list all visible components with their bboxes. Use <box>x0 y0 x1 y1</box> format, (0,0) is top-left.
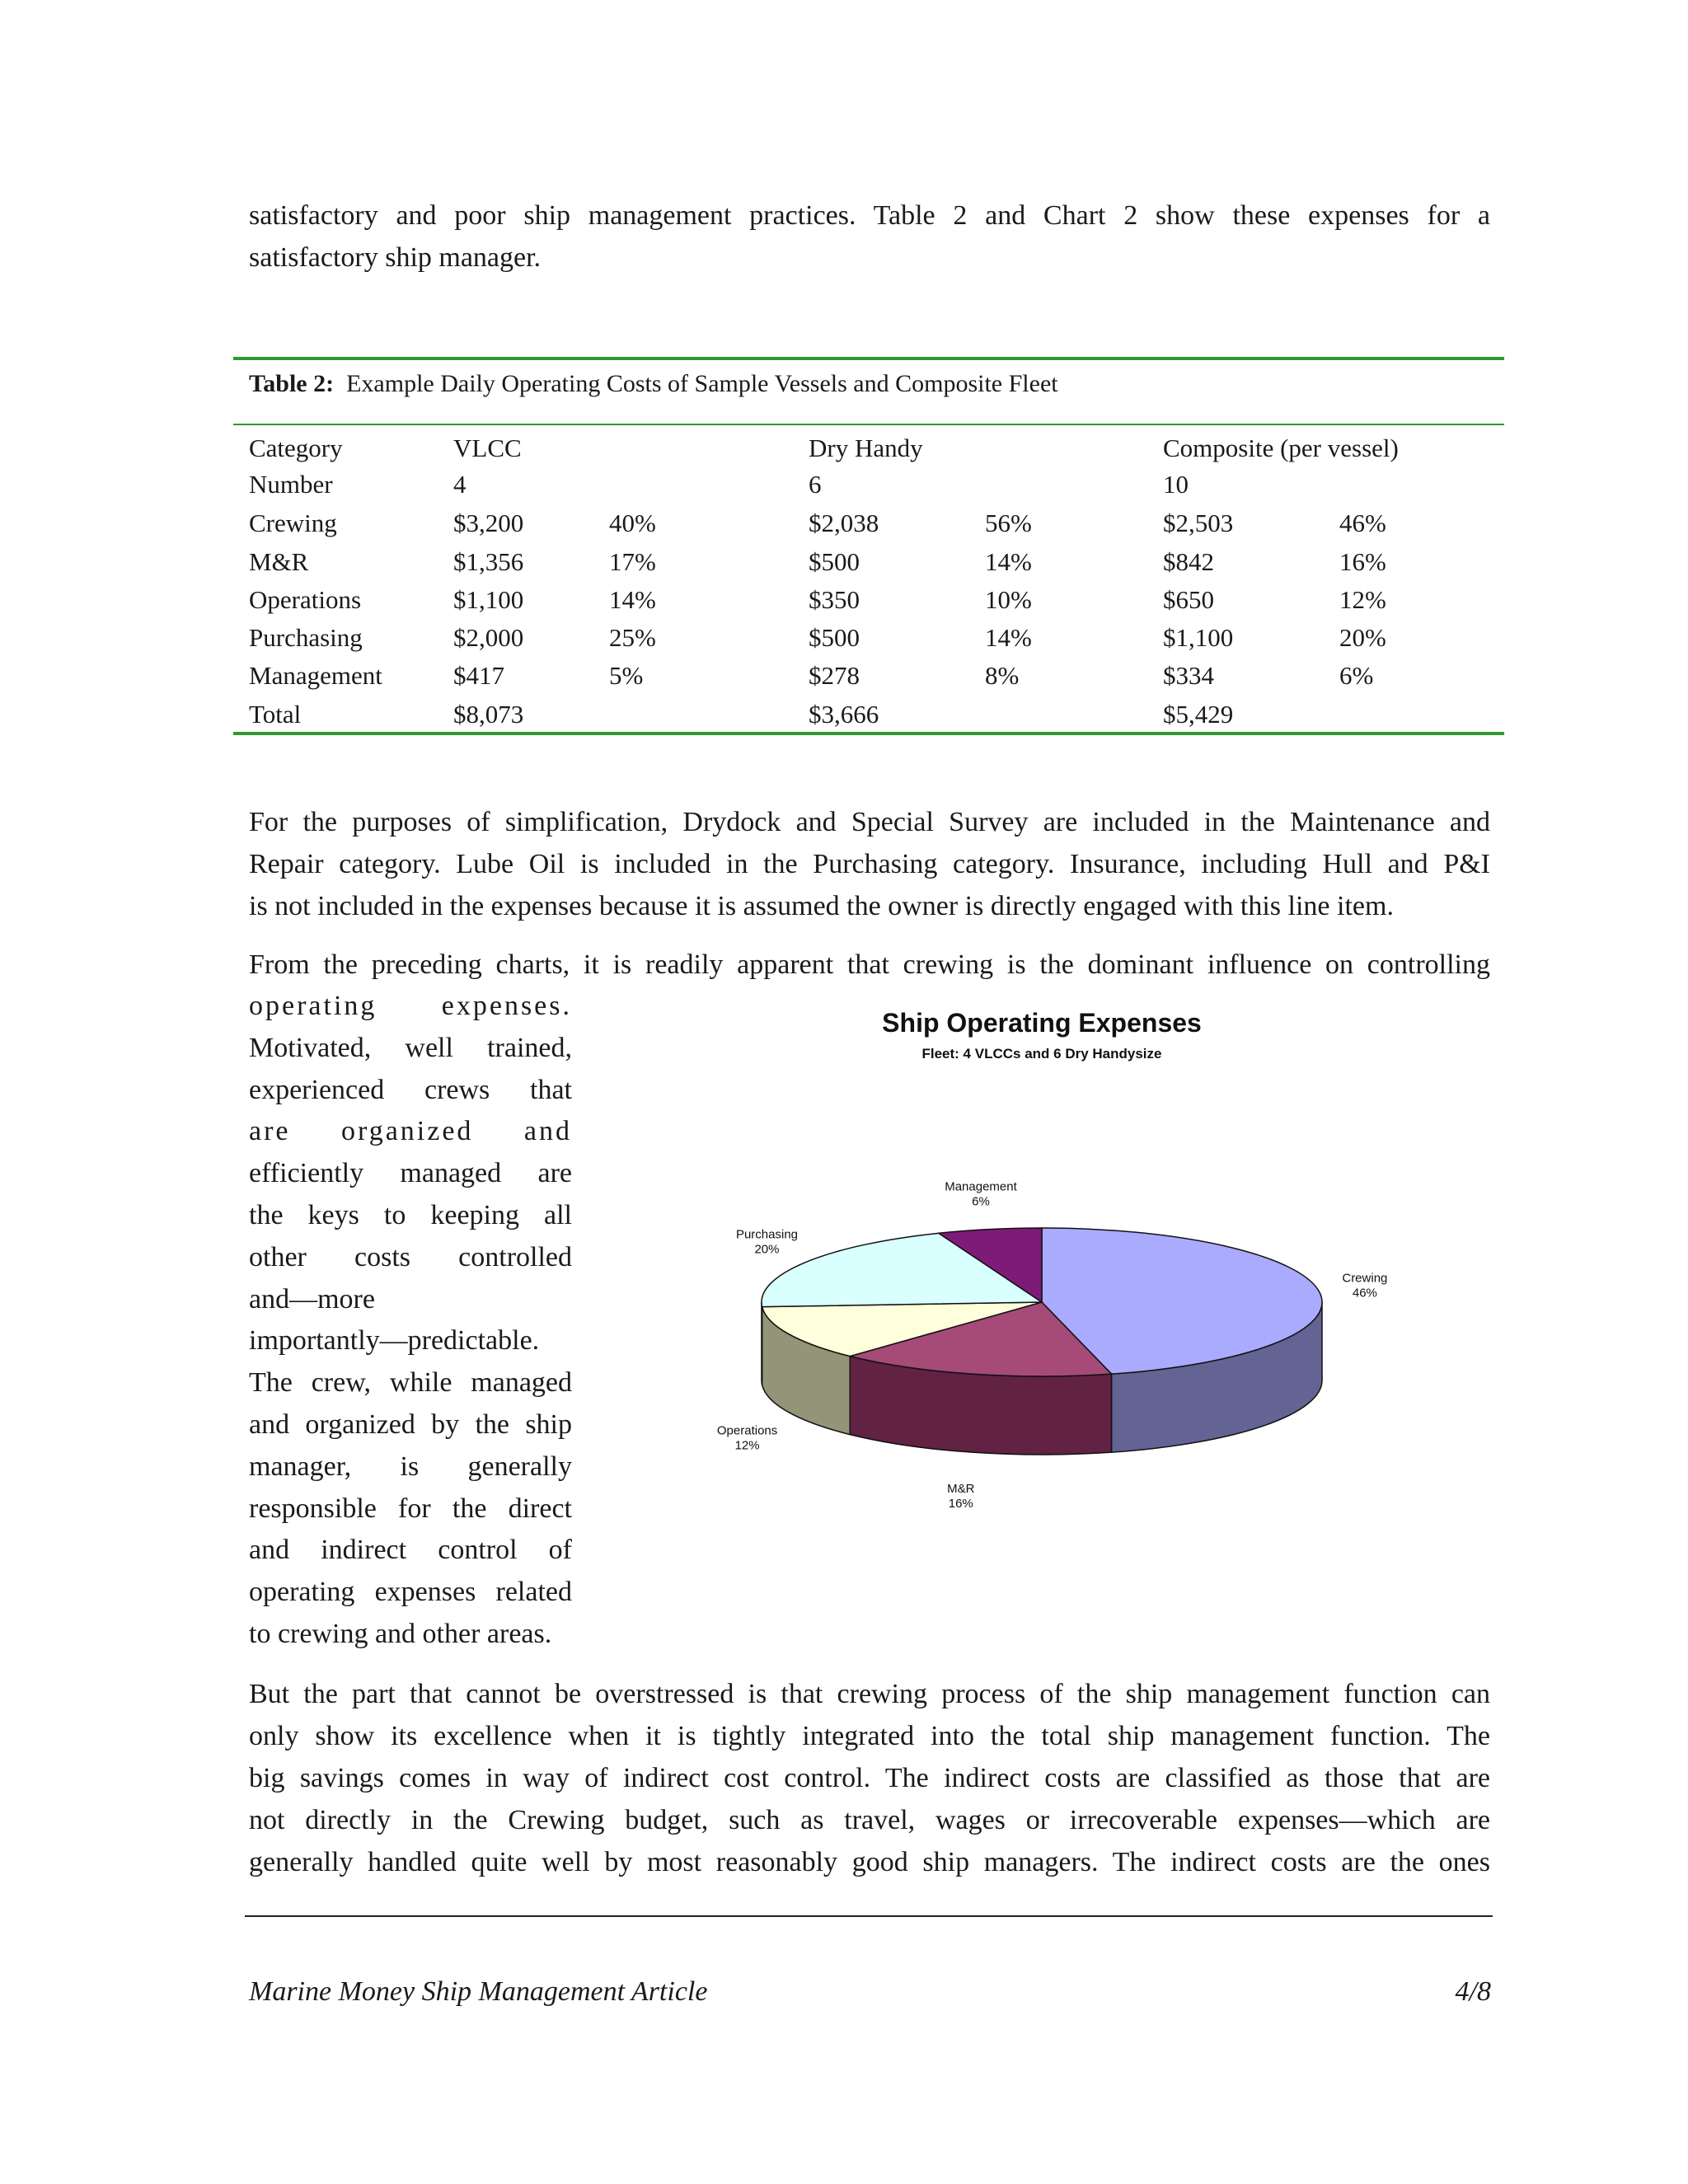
header-cell: Composite (per vessel) <box>1163 434 1399 462</box>
table-cell: M&R <box>249 547 309 576</box>
text-line: the keys to keeping all <box>249 1199 572 1230</box>
table-cell: 14% <box>609 585 656 614</box>
text-line: are organized and <box>249 1116 572 1147</box>
ship-operating-expenses-chart <box>659 989 1451 1516</box>
text-line: Repair category. Lube Oil is included in the Purchasing category. Insurance, including Hull and P&I <box>249 849 1490 879</box>
table-cell: $1,100 <box>453 585 524 614</box>
intro-paragraph <box>249 194 1490 279</box>
text-line: The crew, while managed <box>249 1367 572 1399</box>
text-line: to crewing and other areas. <box>249 1618 552 1649</box>
text-line: But the part that cannot be overstressed is that crewing process of the ship management function can <box>249 1679 1490 1709</box>
table-row <box>249 585 1502 623</box>
pie-label-operations: Operations <box>716 1423 778 1438</box>
pie-value-crewing: 46% <box>1352 1286 1377 1301</box>
table-cell: 5% <box>609 661 644 690</box>
text-line: Motivated, well trained, <box>249 1032 572 1063</box>
text-line: not directly in the Crewing budget, such as travel, wages or irrecoverable expenses—which are <box>249 1805 1490 1835</box>
table-row <box>249 509 1502 546</box>
table-cell: $1,100 <box>1163 623 1234 652</box>
table-cell: 16% <box>1339 547 1386 576</box>
table-bottom-rule <box>233 732 1504 735</box>
pie-value-purchasing: 20% <box>754 1242 780 1257</box>
text-line: is not included in the expenses because it is assumed the owner is directly engaged with this line item. <box>249 891 1394 921</box>
text-line: only show its excellence when it is tightly integrated into the total ship management function. The <box>249 1721 1490 1751</box>
table-cell: $2,038 <box>809 509 879 537</box>
table-cell: $3,666 <box>809 700 879 729</box>
table-cell: 14% <box>985 547 1032 576</box>
table-cell: 4 <box>453 470 467 499</box>
text-line: manager, is generally <box>249 1451 572 1482</box>
table-cell: $334 <box>1163 661 1214 690</box>
chart-title: Ship Operating Expenses <box>882 1008 1202 1038</box>
table-row <box>249 623 1502 661</box>
table-top-rule <box>233 357 1504 360</box>
table-cell: Crewing <box>249 509 337 537</box>
table-cell: $417 <box>453 661 504 690</box>
table-cell: Operations <box>249 585 362 614</box>
table-row <box>249 470 1502 508</box>
text-line: experienced crews that <box>249 1074 572 1105</box>
table-cell: 6% <box>1339 661 1374 690</box>
pie-value-m-r: 16% <box>948 1496 973 1511</box>
table-header-row <box>249 434 1502 471</box>
table-caption-text: Example Daily Operating Costs of Sample Vessels and Composite Fleet <box>346 370 1058 397</box>
pie-value-management: 6% <box>972 1194 990 1209</box>
footer-rule <box>245 1915 1493 1917</box>
text-line: satisfactory ship manager. <box>249 242 542 273</box>
text-line: and—more <box>249 1283 375 1315</box>
text-line: For the purposes of simplification, Drydock and Special Survey are included in the Maintenance and <box>249 807 1490 837</box>
text-line: big savings comes in way of indirect cost control. The indirect costs are classified as those that are <box>249 1763 1490 1793</box>
table-cell: $650 <box>1163 585 1214 614</box>
table-cell: $842 <box>1163 547 1214 576</box>
text-line: generally handled quite well by most reasonably good ship managers. The indirect costs are the ones <box>249 1847 1490 1877</box>
table-row <box>249 547 1502 585</box>
table-cell: 17% <box>609 547 656 576</box>
table-cell: $2,503 <box>1163 509 1234 537</box>
table-cell: $350 <box>809 585 860 614</box>
text-line: other costs controlled <box>249 1241 572 1272</box>
integration-paragraph <box>249 1673 1490 1883</box>
table-cell: 40% <box>609 509 656 537</box>
table-cell: $500 <box>809 547 860 576</box>
crewing-paragraph-first-line <box>249 944 1490 986</box>
text-line: and organized by the ship <box>249 1408 572 1440</box>
pie-chart-svg <box>659 989 1451 1516</box>
table-cell: 25% <box>609 623 656 652</box>
header-cell: VLCC <box>453 434 522 462</box>
text-line: operating expenses related <box>249 1577 572 1608</box>
table-cell: $2,000 <box>453 623 524 652</box>
table-cell: $8,073 <box>453 700 524 729</box>
text-line: efficiently managed are <box>249 1158 572 1189</box>
pie-label-purchasing: Purchasing <box>735 1227 799 1242</box>
simplification-paragraph <box>249 801 1490 927</box>
table-cell: 10 <box>1163 470 1189 499</box>
header-cell: Category <box>249 434 343 462</box>
footer-page-number: 4/8 <box>1455 1976 1491 2007</box>
table-cell: $278 <box>809 661 860 690</box>
table-caption <box>249 368 1058 401</box>
pie-label-m-r: M&R <box>947 1481 975 1496</box>
table-header-rule <box>233 424 1504 425</box>
pie-tops <box>762 1228 1322 1376</box>
footer-title: Marine Money Ship Management Article <box>249 1976 708 2007</box>
chart-subtitle: Fleet: 4 VLCCs and 6 Dry Handysize <box>921 1046 1162 1062</box>
table-cell: 14% <box>985 623 1032 652</box>
crewing-paragraph-side-text <box>249 986 572 1656</box>
text-line: operating expenses. <box>249 991 572 1021</box>
table-cell: 8% <box>985 661 1020 690</box>
pie-label-management: Management <box>945 1179 1017 1194</box>
table-cell: $500 <box>809 623 860 652</box>
text-line: From the preceding charts, it is readily apparent that crewing is the dominant influence on controlling <box>249 949 1490 980</box>
table-cell: 20% <box>1339 623 1386 652</box>
table-cell: 10% <box>985 585 1032 614</box>
table-cell: Total <box>249 700 302 729</box>
table-cell: 12% <box>1339 585 1386 614</box>
text-line: importantly—predictable. <box>249 1325 540 1357</box>
table-cell: 6 <box>809 470 822 499</box>
pie-label-crewing: Crewing <box>1342 1271 1388 1286</box>
text-line: satisfactory and poor ship management practices. Table 2 and Chart 2 show these expenses for a <box>249 200 1490 231</box>
text-line: responsible for the direct <box>249 1493 572 1524</box>
text-line: and indirect control of <box>249 1535 572 1566</box>
table-row <box>249 661 1502 699</box>
table-cell: $3,200 <box>453 509 524 537</box>
table-cell: Management <box>249 661 382 690</box>
header-cell: Dry Handy <box>809 434 923 462</box>
pie-value-operations: 12% <box>734 1438 760 1453</box>
table-cell: $5,429 <box>1163 700 1234 729</box>
table-cell: 56% <box>985 509 1032 537</box>
table-cell: Number <box>249 470 333 499</box>
table-cell: 46% <box>1339 509 1386 537</box>
table-cell: $1,356 <box>453 547 524 576</box>
table-caption-label: Table 2: <box>249 370 335 397</box>
table-cell: Purchasing <box>249 623 363 652</box>
